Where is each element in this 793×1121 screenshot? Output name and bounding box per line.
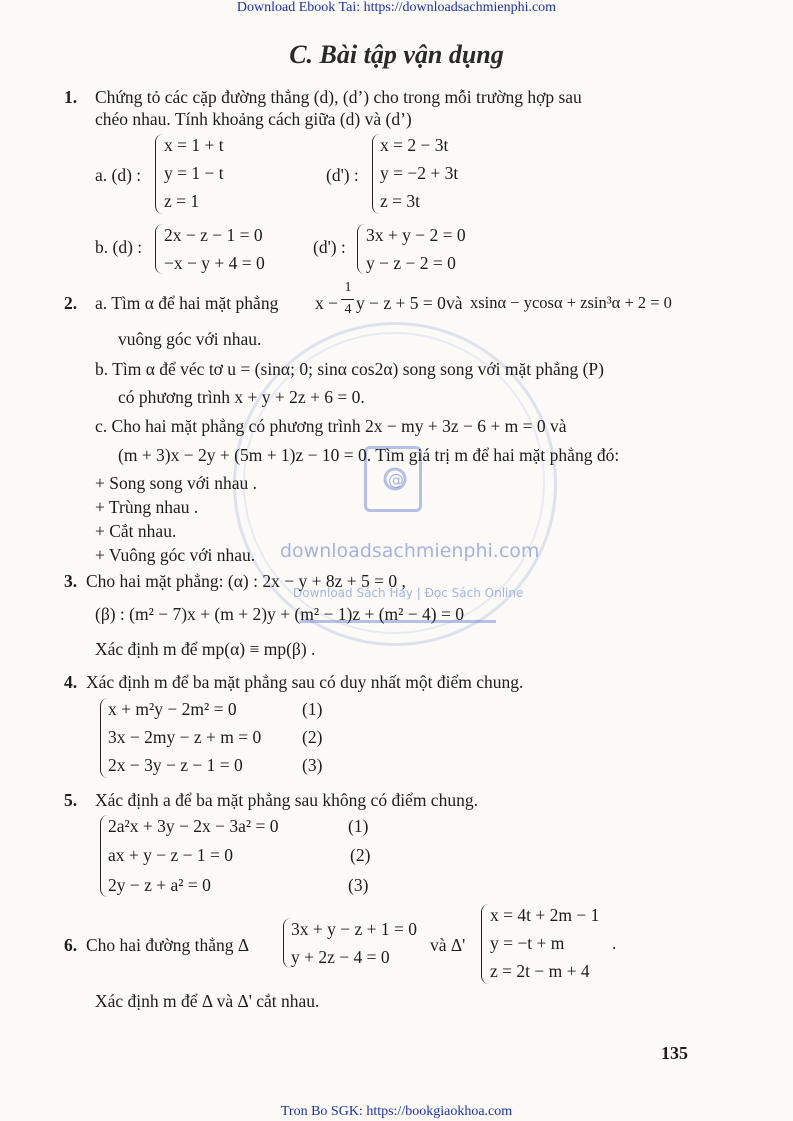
ex5-label-1: (1) xyxy=(348,816,369,836)
ex2-item-2: + Trùng nhau . xyxy=(95,497,199,517)
ex5-eq2: ax + y − z − 1 = 0 xyxy=(108,845,234,865)
ex1-a-eq3: z = 1 xyxy=(164,191,200,211)
ex1-b-eq2: −x − y + 4 = 0 xyxy=(164,253,265,273)
ex6-delta-eq2: y + 2z − 4 = 0 xyxy=(291,947,390,967)
ex4-eq2: 3x − 2my − z + m = 0 xyxy=(108,727,262,747)
ex5-label-3: (3) xyxy=(348,875,369,895)
ex2-a-frac-den: 4 xyxy=(344,302,352,317)
ex1-b-d2-label: (d') : xyxy=(313,237,346,257)
ex2-item-1: + Song song với nhau . xyxy=(95,473,258,493)
ex5-eq3: 2y − z + a² = 0 xyxy=(108,875,211,895)
ex2-c-line1: c. Cho hai mặt phẳng có phương trình 2x − my + 3z − 6 + m = 0 và xyxy=(95,416,567,436)
ex4-label-3: (3) xyxy=(302,755,323,775)
ex1-b-d2-eq2: y − z − 2 = 0 xyxy=(366,253,456,273)
ex2-a-eq1-prefix: x − xyxy=(315,293,338,313)
ex1-b-brace xyxy=(155,224,163,274)
ex2-item-3: + Cắt nhau. xyxy=(95,521,177,541)
watermark-sub-text: Download Sách Hay | Đọc Sách Online xyxy=(293,586,524,600)
ex1-a-d2-eq2: y = −2 + 3t xyxy=(380,163,459,183)
ex2-a-and: và xyxy=(446,293,463,313)
ex5-line1: Xác định a để ba mặt phẳng sau không có điểm chung. xyxy=(95,790,478,810)
ex6-number: 6. xyxy=(64,935,78,955)
ex4-line1: Xác định m để ba mặt phẳng sau có duy nhất một điểm chung. xyxy=(86,672,524,692)
ex6-delta-eq1: 3x + y − z + 1 = 0 xyxy=(291,919,417,939)
ex3-line2: (β) : (m² − 7)x + (m + 2)y + (m² − 1)z + (m² − 4) = 0 xyxy=(95,604,464,624)
ex2-b-line2: có phương trình x + y + 2z + 6 = 0. xyxy=(118,387,365,407)
ex1-line1: Chứng tỏ các cặp đường thẳng (d), (d’) cho trong mỗi trường hợp sau xyxy=(95,87,582,107)
ex1-a-d2-brace xyxy=(372,134,380,214)
ex5-brace xyxy=(100,815,108,897)
ex2-a-eq1-post: y − z + 5 = 0 xyxy=(356,293,446,313)
ex2-a-frac-bar xyxy=(341,299,354,300)
svg-text:@: @ xyxy=(388,470,404,489)
ex1-a-brace xyxy=(155,134,163,214)
ex4-eq1: x + m²y − 2m² = 0 xyxy=(108,699,237,719)
ex4-brace xyxy=(100,698,108,778)
ex2-a-line2: vuông góc với nhau. xyxy=(118,329,262,349)
ex2-item-4: + Vuông góc với nhau. xyxy=(95,545,256,565)
ex6-delta2-eq2: y = −t + m xyxy=(490,933,565,953)
ex1-b-d2-brace xyxy=(357,224,365,274)
ex3-number: 3. xyxy=(64,571,78,591)
ex1-b-label: b. (d) : xyxy=(95,237,143,257)
ex6-delta2-eq1: x = 4t + 2m − 1 xyxy=(490,905,600,925)
ex4-label-1: (1) xyxy=(302,699,323,719)
ex4-eq3: 2x − 3y − z − 1 = 0 xyxy=(108,755,243,775)
ex5-eq1: 2a²x + 3y − 2x − 3a² = 0 xyxy=(108,816,279,836)
ex2-b-line1: b. Tìm α để véc tơ u = (sinα; 0; sinα cos2α) song song với mặt phẳng (P) xyxy=(95,359,604,379)
page-title: C. Bài tập vận dụng xyxy=(289,40,504,69)
ex1-a-d2-label: (d') : xyxy=(326,165,359,185)
ex6-delta2-brace xyxy=(481,904,489,984)
ex4-number: 4. xyxy=(64,672,78,692)
ex1-b-d2-eq1: 3x + y − 2 = 0 xyxy=(366,225,466,245)
ex1-number: 1. xyxy=(64,87,78,107)
ex6-dot: . xyxy=(612,933,617,953)
ex1-line2: chéo nhau. Tính khoảng cách giữa (d) và (d’) xyxy=(95,109,412,129)
ex3-line1: Cho hai mặt phẳng: (α) : 2x − y + 8z + 5 = 0 , xyxy=(86,571,406,591)
ex4-label-2: (2) xyxy=(302,727,323,747)
page-number: 135 xyxy=(661,1043,688,1063)
header-download-link[interactable]: Download Ebook Tai: https://downloadsachmienphi.com xyxy=(236,0,557,15)
ex3-line3: Xác định m để mp(α) ≡ mp(β) . xyxy=(95,639,316,659)
ex5-number: 5. xyxy=(64,790,78,810)
footer-sgk-link[interactable]: Tron Bo SGK: https://bookgiaokhoa.com xyxy=(280,1104,513,1119)
ex1-a-d2-eq3: z = 3t xyxy=(380,191,420,211)
ex1-b-eq1: 2x − z − 1 = 0 xyxy=(164,225,263,245)
ex2-c-line2: (m + 3)x − 2y + (5m + 1)z − 10 = 0. Tìm giá trị m để hai mặt phẳng đó: xyxy=(118,445,620,465)
ex2-number: 2. xyxy=(64,293,78,313)
watermark-main-text: downloadsachmienphi.com xyxy=(280,540,540,562)
ex1-a-eq2: y = 1 − t xyxy=(164,163,224,183)
ex1-a-eq1: x = 1 + t xyxy=(164,135,224,155)
ex1-a-label: a. (d) : xyxy=(95,165,142,185)
ex6-and: và Δ' xyxy=(430,935,466,955)
ex6-line1: Cho hai đường thẳng Δ xyxy=(86,935,250,955)
ex2-a-prefix: a. Tìm α để hai mặt phẳng xyxy=(95,293,279,313)
ex6-delta2-eq3: z = 2t − m + 4 xyxy=(490,961,590,981)
ex6-line2: Xác định m để Δ và Δ' cắt nhau. xyxy=(95,991,320,1011)
ex2-a-frac-num: 1 xyxy=(344,280,352,295)
ex2-a-eq2: xsinα − ycosα + zsin³α + 2 = 0 xyxy=(470,293,672,312)
ex5-label-2: (2) xyxy=(350,845,371,865)
ex6-delta-brace xyxy=(283,918,291,968)
ex1-a-d2-eq1: x = 2 − 3t xyxy=(380,135,449,155)
